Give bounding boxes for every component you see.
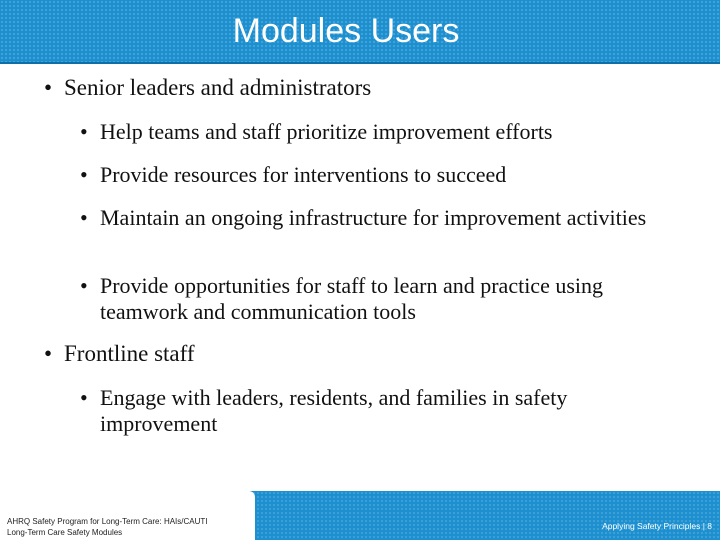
bullet-text: Maintain an ongoing infrastructure for improvement activities — [100, 205, 647, 230]
title-banner-divider — [0, 62, 720, 64]
bullet-icon: • — [80, 119, 88, 144]
bullet-icon: • — [80, 162, 88, 187]
bullet-icon: • — [44, 341, 53, 366]
bullet-text: Provide opportunities for staff to learn and practice using teamwork and communication tools — [100, 273, 604, 324]
bullet-icon: • — [80, 205, 88, 230]
bullet-icon: • — [80, 273, 88, 298]
bullet-text: Engage with leaders, residents, and families in safety improvement — [100, 385, 568, 436]
sub-bullet-prioritize — [80, 119, 680, 145]
bullet-text: Help teams and staff prioritize improvement efforts — [100, 119, 553, 144]
bullet-icon: • — [80, 385, 88, 410]
bullet-senior-leaders — [44, 75, 371, 101]
sub-bullet-infrastructure — [80, 205, 660, 231]
footer-page-label: Applying Safety Principles | 8 — [602, 521, 712, 531]
bullet-text: Senior leaders and administrators — [64, 75, 372, 100]
bullet-text: Provide resources for interventions to succeed — [100, 162, 507, 187]
footer-module-name: Long-Term Care Safety Modules — [7, 528, 123, 537]
footer-program-name: AHRQ Safety Program for Long-Term Care: HAIs/CAUTI — [7, 517, 208, 526]
slide-title: Modules Users — [232, 12, 460, 50]
sub-bullet-engage — [80, 385, 670, 437]
sub-bullet-resources — [80, 162, 680, 188]
sub-bullet-opportunities — [80, 273, 650, 325]
bullet-icon: • — [44, 75, 53, 100]
bullet-text: Frontline staff — [64, 341, 195, 366]
bullet-frontline-staff — [44, 341, 195, 367]
